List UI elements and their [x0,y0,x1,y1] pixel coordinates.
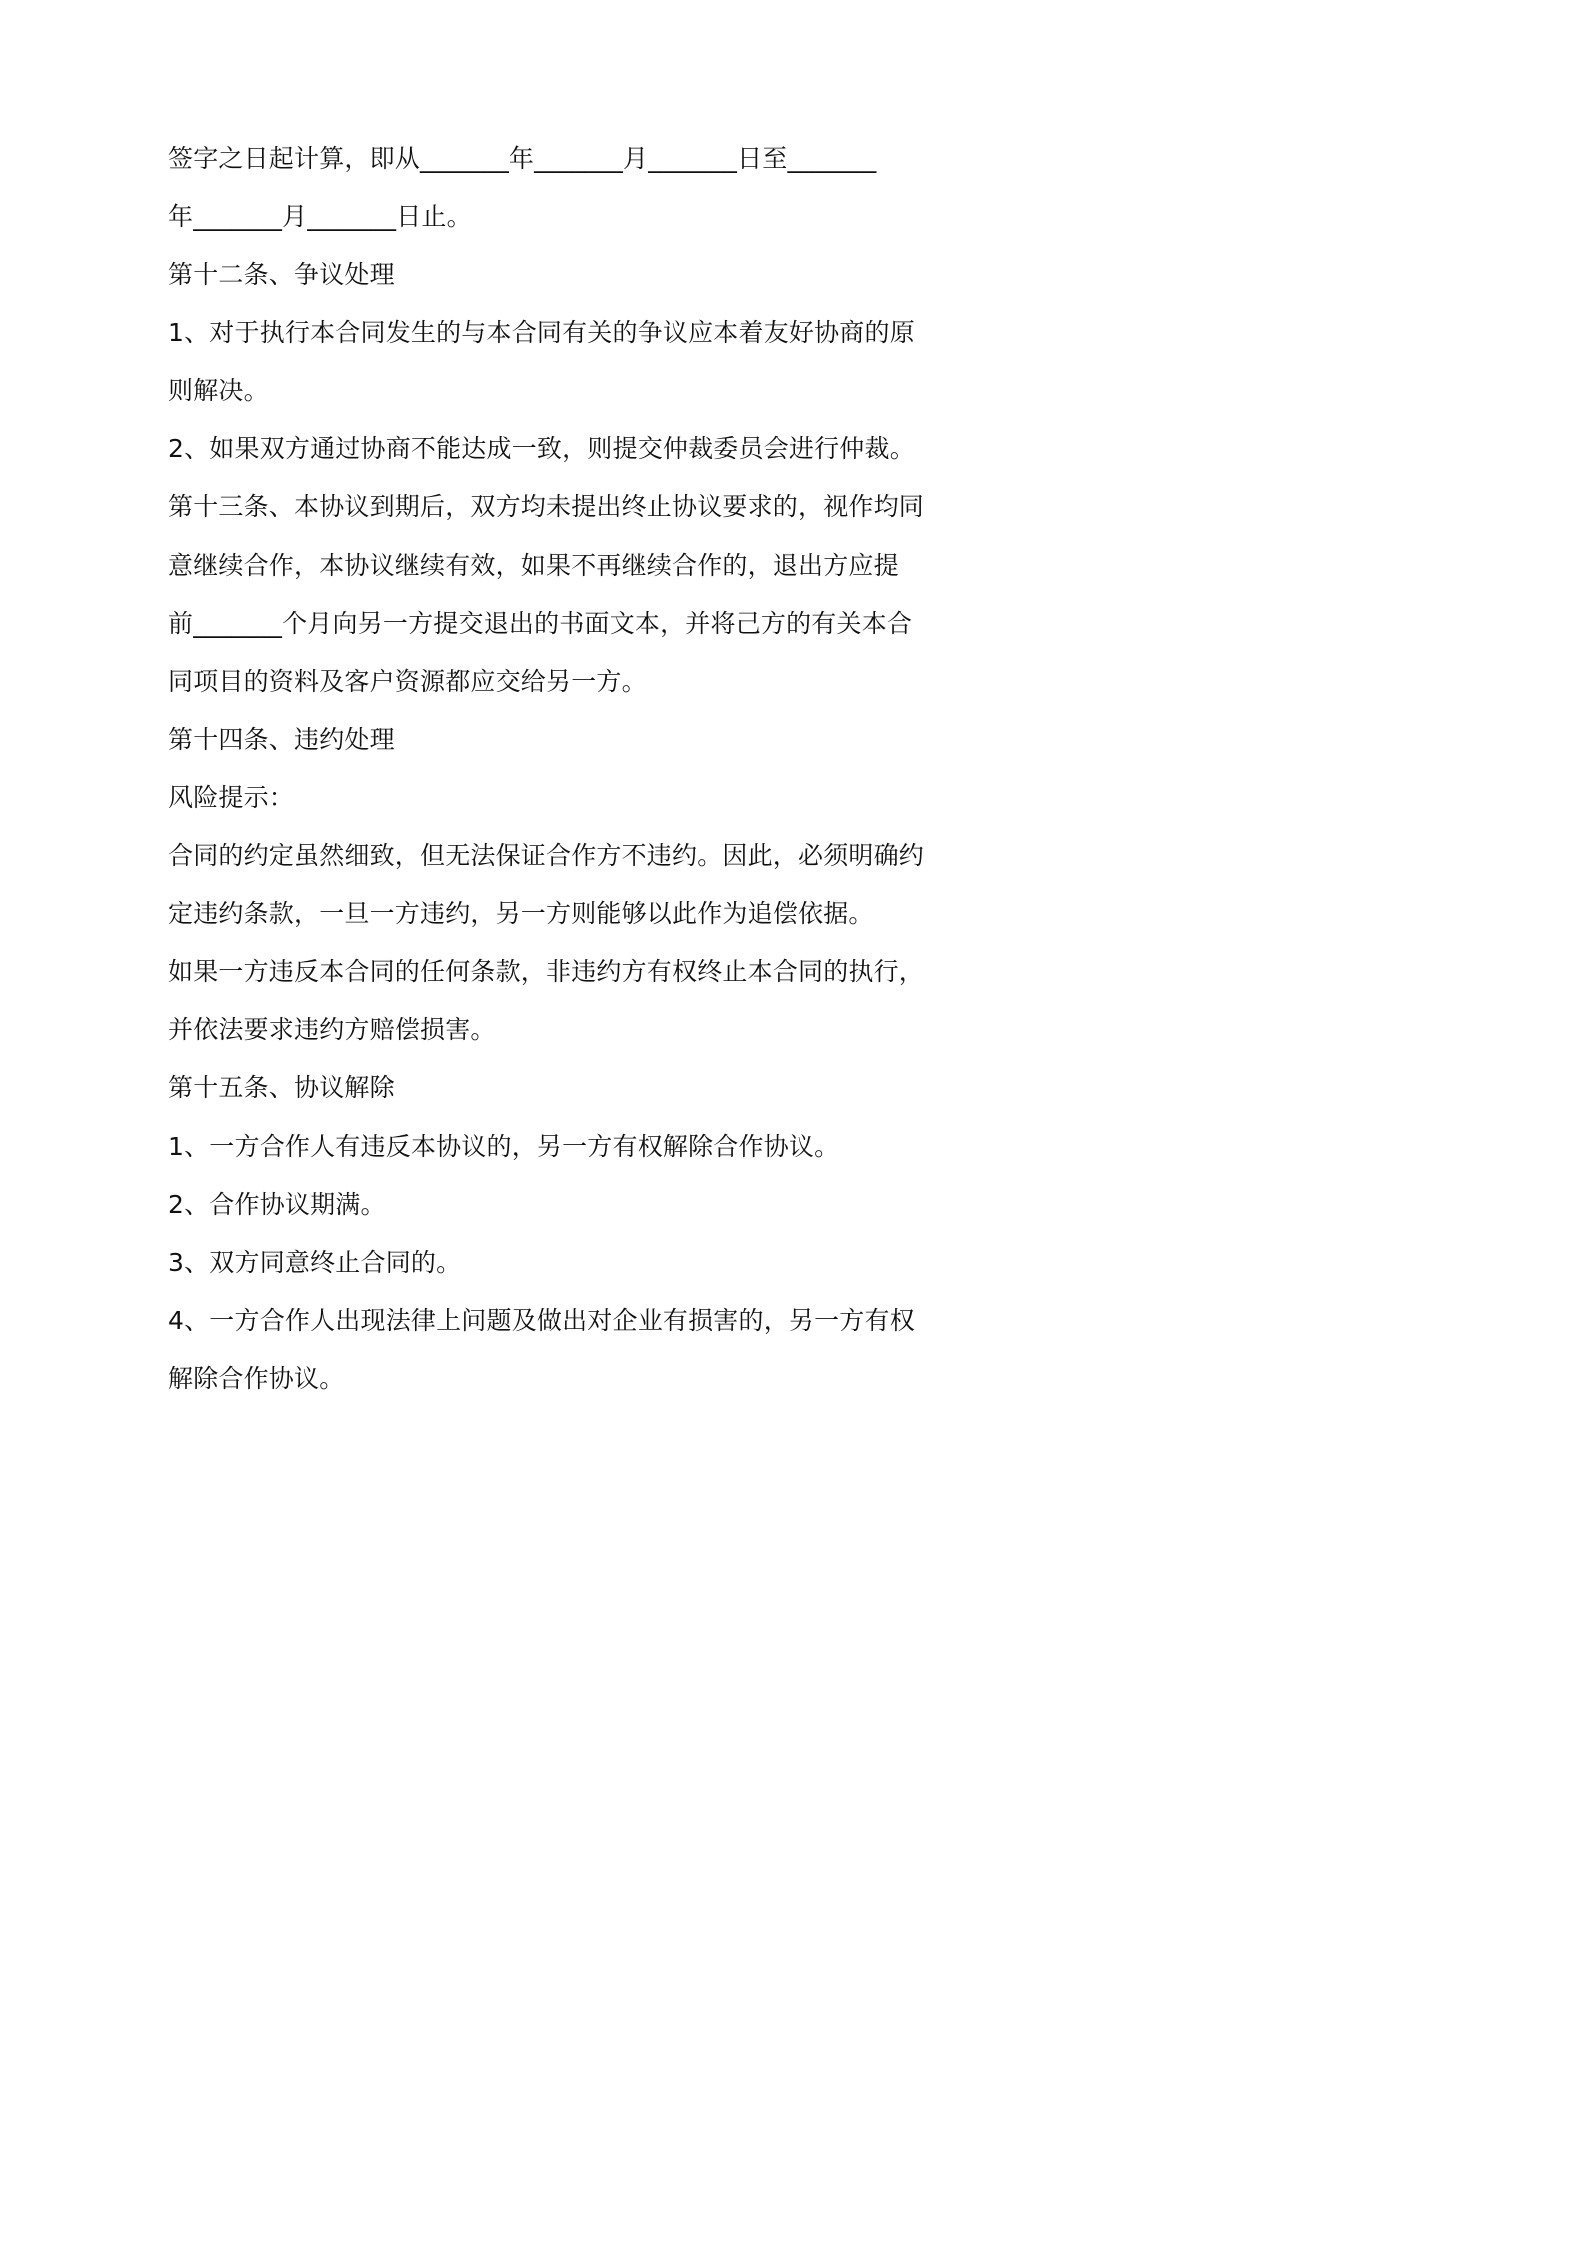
text-line: 并依法要求违约方赔偿损害。 [168,1015,496,1044]
text-line: 3、双方同意终止合同的。 [168,1248,462,1277]
text-line: 2、如果双方通过协商不能达成一致，则提交仲裁委员会进行仲裁。 [168,434,915,463]
text-line: 2、合作协议期满。 [168,1190,386,1219]
section-heading: 第十四条、违约处理 [168,725,395,754]
text-line: 则解决。 [168,376,269,405]
text-line: 解除合作协议。 [168,1364,345,1393]
text-line: 如果一方违反本合同的任何条款，非违约方有权终止本合同的执行， [168,957,925,986]
text-line: 年_______月_______日止。 [168,202,472,231]
document-page [0,0,1103,1562]
text-line: 意继续合作，本协议继续有效，如果不再继续合作的，退出方应提 [168,551,899,580]
risk-note-heading: 风险提示： [168,783,295,812]
text-line: 合同的约定虽然细致，但无法保证合作方不违约。因此，必须明确约 [168,841,925,870]
text-line: 签字之日起计算，即从_______年_______月_______日至_______ [168,144,877,173]
text-line: 1、对于执行本合同发生的与本合同有关的争议应本着友好协商的原 [168,318,915,347]
text-line: 前_______个月向另一方提交退出的书面文本，并将己方的有关本合 [168,609,913,638]
text-line: 1、一方合作人有违反本协议的，另一方有权解除合作协议。 [168,1132,840,1161]
section-heading: 第十二条、争议处理 [168,260,395,289]
text-line: 同项目的资料及客户资源都应交给另一方。 [168,667,647,696]
section-heading: 第十五条、协议解除 [168,1073,395,1102]
text-line: 定违约条款，一旦一方违约，另一方则能够以此作为追偿依据。 [168,899,874,928]
text-line: 第十三条、本协议到期后，双方均未提出终止协议要求的，视作均同 [168,492,925,521]
text-line: 4、一方合作人出现法律上问题及做出对企业有损害的，另一方有权 [168,1306,915,1335]
